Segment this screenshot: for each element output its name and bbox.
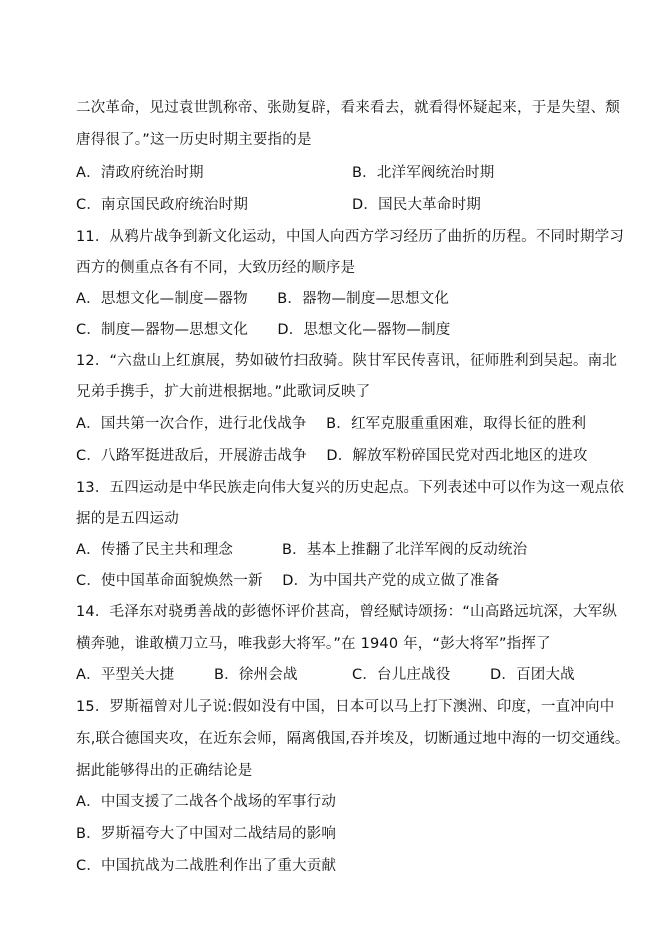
q11-options-cd: C．制度—器物—思想文化 D．思想文化—器物—制度 bbox=[76, 322, 451, 338]
q13-options-cd: C．使中国革命面貌焕然一新 D．为中国共产党的成立做了准备 bbox=[76, 573, 500, 589]
q14-option-b: B．徐州会战 bbox=[214, 667, 298, 683]
text-line: 二次革命，见过袁世凯称帝、张勋复辟，看来看去，就看得怀疑起来，于是失望、颓 bbox=[76, 100, 620, 116]
text-line: 横奔驰，谁敢横刀立马，唯我彭大将军。”在 1940 年，“彭大将军”指挥了 bbox=[76, 636, 551, 652]
q10-option-c: C．南京国民政府统治时期 bbox=[76, 197, 249, 213]
text-line: 据的是五四运动 bbox=[76, 511, 179, 527]
q10-option-d: D．国民大革命时期 bbox=[352, 197, 481, 213]
q12-stem: 12．“六盘山上红旗展，势如破竹扫敌骑。陕甘军民传喜讯，征师胜利到吴起。南北 bbox=[76, 353, 618, 369]
q14-option-a: A．平型关大捷 bbox=[76, 667, 175, 683]
q13-options-ab: A．传播了民主共和理念 B．基本上推翻了北洋军阀的反动统治 bbox=[76, 542, 528, 558]
q11-stem: 11．从鸦片战争到新文化运动，中国人向西方学习经历了曲折的历程。不同时期学习 bbox=[76, 229, 625, 245]
q13-stem: 13．五四运动是中华民族走向伟大复兴的历史起点。下列表述中可以作为这一观点依 bbox=[76, 480, 625, 496]
text-line: 西方的侧重点各有不同，大致历经的顺序是 bbox=[76, 260, 356, 276]
q15-option-c: C．中国抗战为二战胜利作出了重大贡献 bbox=[76, 858, 337, 874]
q11-options-ab: A．思想文化—制度—器物 B．器物—制度—思想文化 bbox=[76, 291, 450, 307]
q10-option-a: A．清政府统治时期 bbox=[76, 165, 204, 181]
q14-option-d: D．百团大战 bbox=[490, 667, 575, 683]
q12-options-ab: A．国共第一次合作，进行北伐战争 B．红军克服重重困难，取得长征的胜利 bbox=[76, 416, 587, 432]
text-line: 据此能够得出的正确结论是 bbox=[76, 763, 253, 779]
text-line: 兄弟手携手，扩大前进根据地。”此歌词反映了 bbox=[76, 384, 371, 400]
q15-option-b: B．罗斯福夸大了中国对二战结局的影响 bbox=[76, 826, 337, 842]
q15-option-a: A．中国支援了二战各个战场的军事行动 bbox=[76, 794, 337, 810]
text-line: 唐得很了。”这一历史时期主要指的是 bbox=[76, 132, 312, 148]
q14-option-c: C．台儿庄战役 bbox=[352, 667, 451, 683]
q10-option-b: B．北洋军阀统治时期 bbox=[352, 165, 495, 181]
q14-stem: 14．毛泽东对骁勇善战的彭德怀评价甚高，曾经赋诗颂扬：“山高路远坑深，大军纵 bbox=[76, 604, 618, 620]
q15-stem: 15．罗斯福曾对儿子说:假如没有中国，日本可以马上打下澳洲、印度，一直冲向中 bbox=[76, 699, 615, 715]
q12-options-cd: C．八路军挺进敌后，开展游击战争 D．解放军粉碎国民党对西北地区的进攻 bbox=[76, 448, 588, 464]
text-line: 东,联合德国夹攻，在近东会师，隔离俄国,吞并埃及，切断通过地中海的一切交通线。 bbox=[76, 731, 630, 747]
